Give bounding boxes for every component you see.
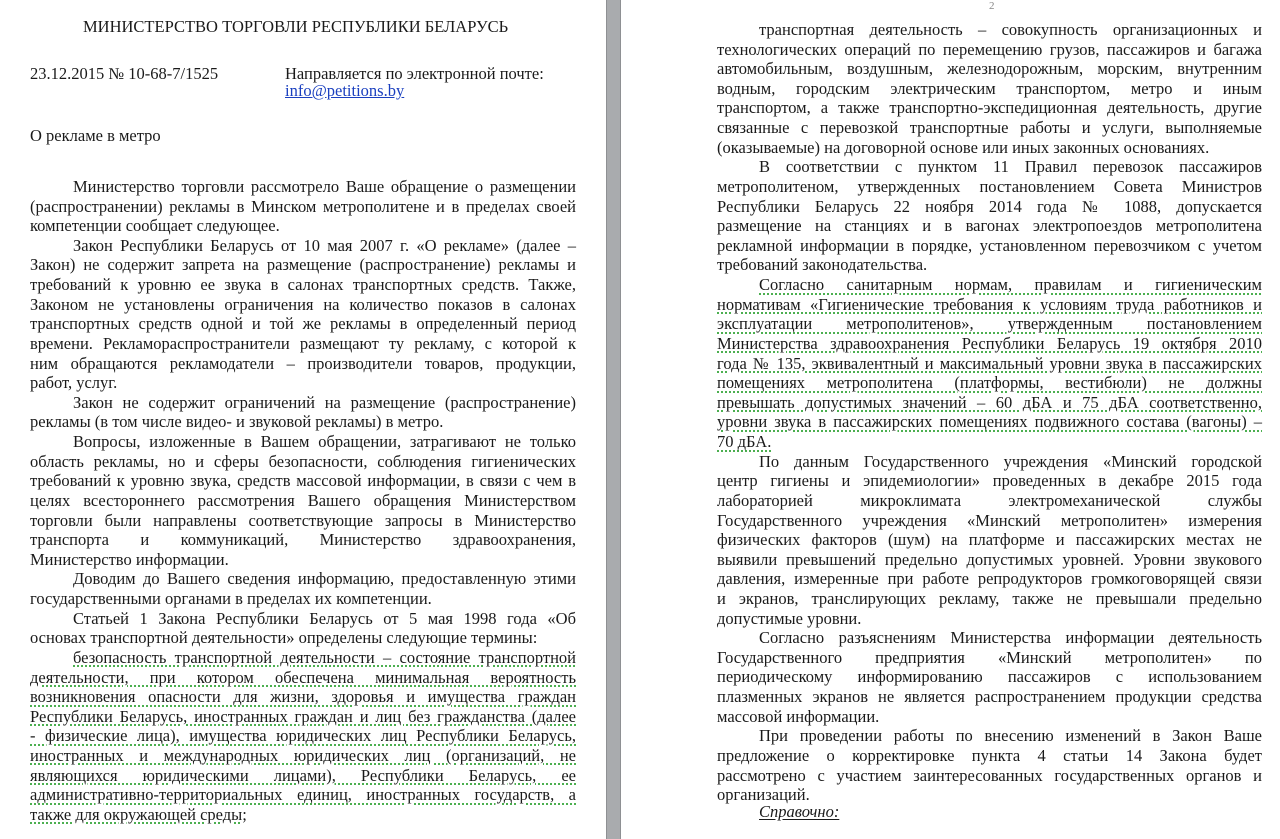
text-line-content: При проведении работы по внесению изменений в Закон Ваше [759, 726, 1262, 746]
text-line-content: водным, городским электрическим транспортом, метро и иным [717, 78, 1262, 98]
org-title: МИНИСТЕРСТВО ТОРГОВЛИ РЕСПУБЛИКИ БЕЛАРУСЬ [83, 17, 509, 36]
text-line-content: (оказываемые) на договорной основе или иных законных основаниях. [717, 137, 1210, 157]
text-line [717, 530, 1262, 550]
text-line [30, 295, 576, 315]
text-line [717, 511, 1262, 531]
text-line [30, 707, 576, 727]
text-line-content: административно-территориальных единиц, иностранных государств, а [30, 785, 576, 805]
text-line [30, 354, 576, 374]
text-line-content: транспортная деятельность – совокупность организационных и [759, 20, 1262, 39]
text-line [717, 98, 1262, 118]
text-line-content: государственными органами в пределах их компетенции. [30, 589, 432, 609]
text-line [717, 746, 1262, 766]
text-line [717, 393, 1262, 413]
email-link[interactable]: info@petitions.by [285, 81, 405, 100]
text-line [717, 766, 1262, 786]
text-line [73, 236, 576, 256]
text-line [30, 471, 576, 491]
text-line-content: года № 135, эквивалентный и максимальный уровни звука в пассажирских [717, 353, 1262, 373]
text-line [717, 609, 1262, 629]
text-line [717, 314, 1262, 334]
text-line-content: организаций. [717, 785, 810, 805]
text-line-content: торговли были направлены соответствующие запросы в Министерство [30, 510, 576, 530]
text-line [30, 766, 576, 786]
text-line-content: деятельности, при котором обеспечена минимальная вероятность [30, 667, 576, 687]
text-line-content: транспорта и коммуникаций, Министерство здравоохранения, [30, 530, 576, 550]
text-line-content: Закон Республики Беларусь от 10 мая 2007 г. «О рекламе» (далее – [73, 235, 576, 255]
text-line [717, 354, 1262, 374]
text-line [30, 197, 576, 217]
text-line-content: Закон не содержит ограничений на размещение (распространение) [73, 392, 576, 412]
text-line-content: лабораторией микроклимата электромеханической службы [717, 490, 1262, 510]
text-line-content: компетенции сообщает следующее. [30, 216, 280, 236]
text-line [717, 667, 1262, 687]
text-line-content: основах транспортной деятельности» определены следующие термины: [30, 628, 538, 648]
text-line [717, 569, 1262, 589]
text-line-content: иностранных и международных юридических лиц (организаций, не [30, 745, 576, 765]
text-line [717, 334, 1262, 354]
text-line [30, 373, 576, 393]
text-line-content: являющихся юридическими лицами), Республики Беларусь, ее [30, 765, 576, 785]
text-line-content: превышать допустимых значений – 60 дБА и 75 дБА соответственно, [717, 392, 1262, 412]
text-line [717, 216, 1262, 236]
text-line-content: Министерство информации. [30, 549, 229, 569]
text-line-content: транспортных средств одной и той же рекламы в определенный период [30, 314, 576, 334]
text-line [759, 452, 1262, 472]
text-line [73, 569, 576, 589]
text-line-content: целях всестороннего рассмотрения Вашего обращения Министерством [30, 490, 576, 510]
text-line-content: 70 дБА. [717, 432, 772, 452]
text-line [717, 79, 1262, 99]
text-line-content: рекламы (в том числе видео- и звуковой рекламы) в метро. [30, 412, 444, 432]
text-line [717, 412, 1262, 432]
text-line [30, 687, 576, 707]
text-line-content: рассмотрено с участием заинтересованных государственных органов и [717, 765, 1262, 785]
text-line [30, 511, 576, 531]
text-line-content: ним обращаются рекламодатели – производители товаров, продукции, [30, 353, 576, 373]
text-line-content: работ, услуг. [30, 373, 118, 393]
text-line [717, 40, 1262, 60]
text-line [73, 393, 576, 413]
text-line [759, 628, 1262, 648]
text-line [73, 648, 576, 668]
text-line-content: также для окружающей среды; [30, 804, 247, 824]
text-line-content: массовой информации. [717, 706, 880, 726]
text-line-content: Доводим до Вашего сведения информацию, предоставленную этими [73, 569, 576, 589]
text-line-content: технологических операций по перемещению грузов, пассажиров и багажа [717, 39, 1262, 59]
text-line [30, 668, 576, 688]
text-line [717, 707, 1262, 727]
text-line-content: метрополитеном, утвержденных постановлением Совета Министров [717, 176, 1262, 196]
text-line [717, 491, 1262, 511]
text-line [759, 20, 1262, 40]
text-line-content: безопасность транспортной деятельности – состояние транспортной [73, 647, 576, 667]
text-line [717, 648, 1262, 668]
text-line-content: В соответствии с пунктом 11 Правил перевозок пассажиров [759, 157, 1262, 177]
text-line-content: Республики Беларусь 22 ноября 2014 года № 1088, допускается [717, 196, 1262, 216]
text-line [30, 530, 576, 550]
text-line-content: Закон) не содержит запрета на размещение (распространение) рекламы и [30, 255, 576, 275]
page-number: 2 [989, 0, 995, 12]
text-line [717, 295, 1262, 315]
text-line-content: допустимые уровни. [717, 608, 862, 628]
text-line-content: плазменных экранов не является распространением продукции средства [717, 687, 1262, 707]
text-line-content: Вопросы, изложенные в Вашем обращении, затрагивают не только [73, 432, 576, 452]
text-line-content: - физические лица), имущества юридических лиц Республики Беларусь, [30, 726, 576, 746]
text-line-content: Государственного предприятия «Минский метрополитен» по [717, 647, 1262, 667]
text-line [30, 628, 576, 648]
text-line [73, 432, 576, 452]
text-line-content: выявили превышений предельно допустимых уровней. Уровни звукового [717, 549, 1262, 569]
text-line-content: требований к уровню звука, средств массовой информации, в связи с чем в [30, 471, 576, 491]
page-separator [606, 0, 621, 839]
text-line [717, 373, 1262, 393]
text-line [30, 334, 576, 354]
text-line-content: связанные с перевозкой транспортные работы и услуги, выполняемые [717, 118, 1262, 138]
text-line-content: Государственного учреждения «Минский метрополитен» измерения [717, 510, 1262, 530]
text-line [717, 177, 1262, 197]
text-line [30, 275, 576, 295]
text-line [30, 412, 576, 432]
text-line-content: времени. Рекламораспространители размещают ту рекламу, с которой к [30, 333, 576, 353]
text-line [717, 59, 1262, 79]
text-line [30, 746, 576, 766]
text-line [30, 785, 576, 805]
text-line-content: Республики Беларусь, иностранных граждан и лиц без гражданства (далее [30, 706, 576, 726]
text-line-content: По данным Государственного учреждения «Минский городской [759, 451, 1262, 471]
text-line [759, 726, 1262, 746]
text-line [73, 177, 576, 197]
text-line [717, 550, 1262, 570]
text-line [717, 138, 1262, 158]
reference-heading: Справочно: [759, 802, 840, 821]
subject-line: О рекламе в метро [30, 126, 161, 145]
text-line-content: центр гигиены и эпидемиологии» проведенных в декабре 2015 года [717, 471, 1262, 491]
text-line [30, 726, 576, 746]
text-line [30, 216, 576, 236]
text-line-content: и экранов, транслирующих рекламу, также не превышали предельно [717, 588, 1262, 608]
text-line-content: требований законодательства. [717, 255, 928, 275]
text-line [73, 609, 576, 629]
text-line-content: (распространении) рекламы в Минском метрополитене и в пределах своей [30, 196, 576, 216]
text-line-content: возникновения опасности для жизни, здоровья и имущества граждан [30, 687, 576, 707]
text-line [717, 471, 1262, 491]
text-line-content: транспортом, а также транспортно-экспедиционная деятельность, другие [717, 98, 1262, 118]
text-line [717, 432, 1262, 452]
text-line [30, 255, 576, 275]
text-line-content: физических факторов (шум) на платформе и пассажирских местах не [717, 530, 1262, 550]
text-line [717, 118, 1262, 138]
text-line [30, 805, 576, 825]
text-line-content: давления, измеренные при работе репродукторов громкоговорящей связи [717, 569, 1262, 589]
text-line-content: периодическому информированию пассажиров с использованием [717, 667, 1262, 687]
text-line-content: Статьей 1 Закона Республики Беларусь от 5 мая 1998 года «Об [73, 608, 576, 628]
text-line-content: требований к уровню ее звука в салонах транспортных средств. Также, [30, 275, 576, 295]
text-line-content: предложение о корректировке пункта 4 статьи 14 Закона будет [717, 745, 1262, 765]
text-line-content: Министерство торговли рассмотрело Ваше обращение о размещении [73, 177, 576, 196]
sent-via-label: Направляется по электронной почте: [285, 64, 544, 83]
text-line-content: нормативам «Гигиенические требования к условиям труда работников и [717, 294, 1262, 314]
text-line-content: Согласно разъяснениям Министерства информации деятельность [759, 628, 1262, 648]
text-line [30, 314, 576, 334]
text-line-content: размещение на станциях и в вагонах электропоездов метрополитена [717, 216, 1262, 236]
text-line-content: Законом не установлены ограничения на количество показов в салонах [30, 294, 576, 314]
text-line-content: Министерства здравоохранения Республики Беларусь 19 октября 2010 [717, 333, 1262, 353]
reference-number: 23.12.2015 № 10-68-7/1525 [30, 64, 219, 83]
text-line-content: уровни звука в пассажирских помещениях подвижного состава (вагоны) – [717, 412, 1262, 432]
text-line [30, 491, 576, 511]
document-page-2 [621, 0, 1280, 839]
text-line-content: автомобильным, воздушным, железнодорожным, морским, внутренним [717, 59, 1262, 79]
text-line [30, 550, 576, 570]
text-line-content: помещениях метрополитена (платформы, вестибюли) не должны [717, 373, 1262, 393]
text-line [30, 452, 576, 472]
text-line-content: рекламной информации в порядке, установленном перевозчиком с учетом [717, 235, 1262, 255]
text-line-content: Согласно санитарным нормам, правилам и гигиеническим [759, 275, 1262, 295]
text-line-content: эксплуатации метрополитенов», утвержденным постановлением [717, 314, 1262, 334]
text-line [30, 589, 576, 609]
text-line [759, 157, 1262, 177]
text-line [717, 236, 1262, 256]
text-line [759, 275, 1262, 295]
text-line-content: область рекламы, но и сферы безопасности, соблюдения гигиенических [30, 451, 576, 471]
text-line [717, 255, 1262, 275]
text-line [717, 197, 1262, 217]
text-line [717, 687, 1262, 707]
text-line [717, 589, 1262, 609]
document-page-1 [0, 0, 606, 839]
